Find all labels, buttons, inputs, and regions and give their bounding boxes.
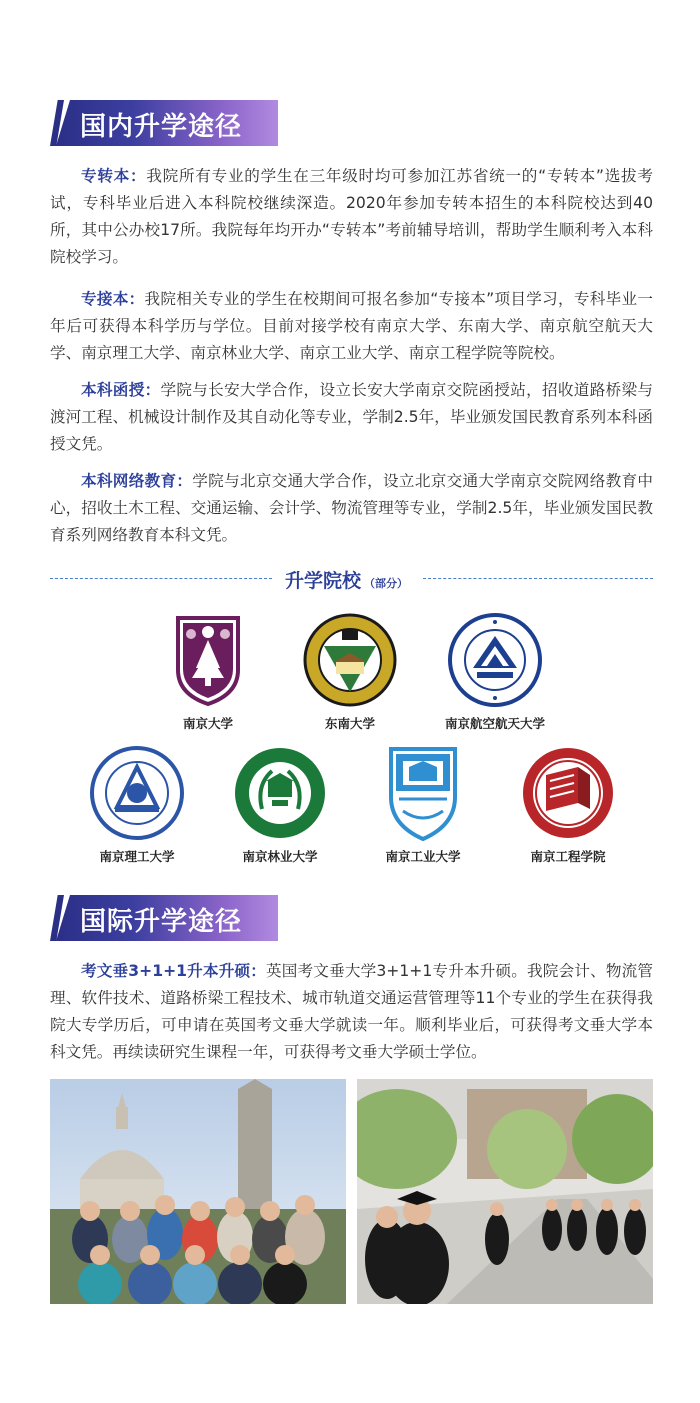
school-name: 南京理工大学 <box>99 849 175 864</box>
paragraph-lead: 考文垂3+1+1升本升硕： <box>81 962 266 980</box>
paragraph-zhuanzhuanben <box>50 163 653 271</box>
school-card-njust <box>72 745 202 865</box>
graduates-walking-photo-icon <box>357 1079 653 1304</box>
schools-subtitle: （部分） <box>364 577 409 590</box>
paragraph-lead: 专转本： <box>81 167 147 185</box>
njust-seal-icon <box>89 745 185 841</box>
school-name: 南京林业大学 <box>242 849 318 864</box>
seu-seal-icon <box>302 612 398 708</box>
paragraph-benke-wangluo <box>50 468 653 549</box>
school-name: 东南大学 <box>324 716 375 731</box>
school-card-njit <box>503 745 633 865</box>
school-card-njtech <box>358 745 488 865</box>
school-card-njfu <box>215 745 345 865</box>
schools-divider <box>50 569 653 592</box>
section-title: 国际升学途径 <box>80 907 243 937</box>
schools-title-text: 升学院校 <box>285 570 362 592</box>
paragraph-body: 我院所有专业的学生在三年级时均可参加江苏省统一的“专转本”选拔考试，专科毕业后进入本科院校继续深造。2020年参加专转本招生的本科院校达到40所，其中公办校17所。我院每年均开办“专转本”考前辅导培训，帮助学生顺利考入本科院校学习。 <box>50 167 653 266</box>
paragraph-body: 学院与长安大学合作，设立长安大学南京交院函授站，招收道路桥梁与渡河工程、机械设计制作及其自动化等专业，学制2.5年，毕业颁发国民教育系列本科函授文凭。 <box>50 381 653 453</box>
paragraph-benke-hanshou <box>50 377 653 458</box>
divider-line-right <box>423 578 653 579</box>
section-title: 国内升学途径 <box>80 112 243 142</box>
nuaa-seal-icon <box>447 612 543 708</box>
students-group-photo-icon <box>50 1079 346 1304</box>
section-header-international <box>50 895 278 941</box>
school-name: 南京工业大学 <box>385 849 461 864</box>
paragraph-lead: 本科函授： <box>81 381 161 399</box>
paragraph-body: 我院相关专业的学生在校期间可报名参加“专接本”项目学习，专科毕业一年后可获得本科学历与学位。目前对接学校有南京大学、东南大学、南京航空航天大学、南京理工大学、南京林业大学、南京工业大学、南京工程学院等院校。 <box>50 290 653 362</box>
school-card-nuaa <box>430 612 560 732</box>
divider-line-left <box>50 578 272 579</box>
school-name: 南京大学 <box>182 716 233 731</box>
paragraph-body: 英国考文垂大学3+1+1专升本升硕。我院会计、物流管理、软件技术、道路桥梁工程技术、城市轨道交通运营管理等11个专业的学生在获得我院大专学历后，可申请在英国考文垂大学就读一年。顺利毕业后，可获得考文垂大学本科文凭。再续读研究生课程一年，可获得考文垂大学硕士学位。 <box>50 962 653 1061</box>
paragraph-body: 学院与北京交通大学合作，设立北京交通大学南京交院网络教育中心，招收土木工程、交通运输、会计学、物流管理等专业，学制2.5年，毕业颁发国民教育系列网络教育本科文凭。 <box>50 472 653 544</box>
njfu-seal-icon <box>232 745 328 841</box>
section-header-domestic <box>50 100 278 146</box>
school-name: 南京航空航天大学 <box>444 716 545 731</box>
paragraph-lead: 专接本： <box>81 290 145 308</box>
schools-title <box>285 566 408 593</box>
school-card-nju <box>143 612 273 732</box>
school-card-seu <box>285 612 415 732</box>
paragraph-lead: 本科网络教育： <box>81 472 193 490</box>
paragraph-zhuanjieben <box>50 286 653 367</box>
njtech-crest-icon <box>375 745 471 841</box>
nju-crest-icon <box>160 612 256 708</box>
paragraph-coventry <box>50 958 653 1066</box>
njit-seal-icon <box>520 745 616 841</box>
school-name: 南京工程学院 <box>530 849 606 864</box>
